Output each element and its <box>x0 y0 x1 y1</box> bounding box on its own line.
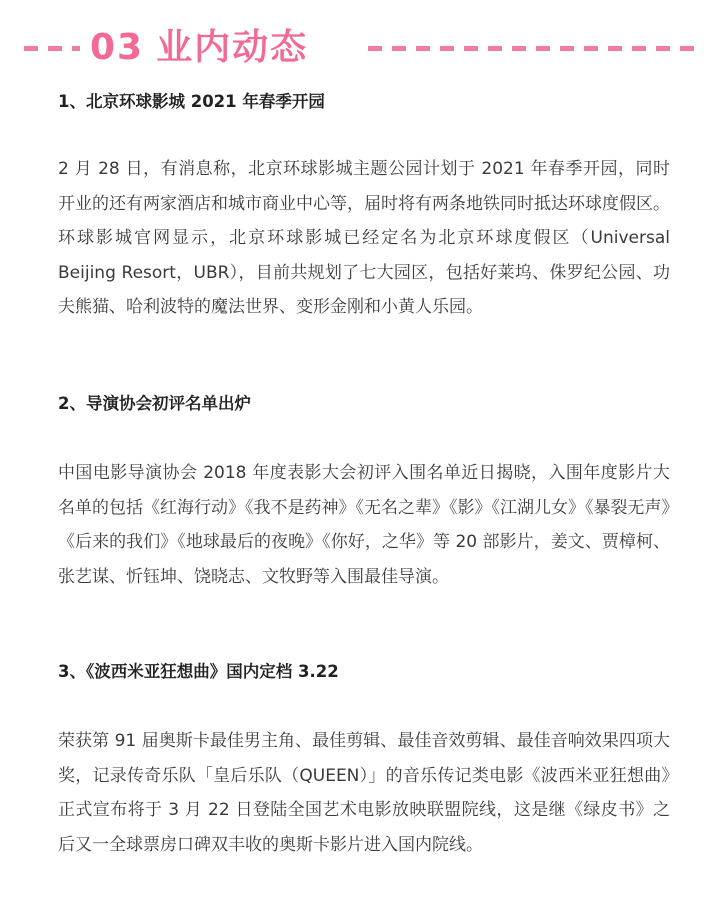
section-header <box>0 18 720 78</box>
section-title <box>90 22 308 74</box>
section-title-text: 业内动态 <box>156 27 309 68</box>
news-item-2-heading: 2、导演协会初评名单出炉 <box>58 394 251 413</box>
news-item-1-heading: 1、北京环球影城 2021 年春季开园 <box>58 92 325 111</box>
news-item-1-body: 2 月 28 日，有消息称，北京环球影城主题公园计划于 2021 年春季开园，同时开业的还有两家酒店和城市商业中心等，届时将有两条地铁同时抵达环球度假区。环球影城官网显示，北京环球影城已经定名为北京环球度假区（Universal Beijing Resort，UBR），目前共规划了七大园区，包括好莱坞、侏罗纪公园、功夫熊猫、哈利波特的魔法世界、变形金刚和小黄人乐园。 <box>58 159 670 317</box>
news-item-3-heading: 3、《波西米亚狂想曲》国内定档 3.22 <box>58 662 339 681</box>
section-number: 03 <box>90 27 145 68</box>
dashed-divider-right <box>368 46 698 51</box>
news-item-3-body: 荣获第 91 届奥斯卡最佳男主角、最佳剪辑、最佳音效剪辑、最佳音响效果四项大奖，记录传奇乐队「皇后乐队（QUEEN）」的音乐传记类电影《波西米亚狂想曲》正式宣布将于 3 月 22 日登陆全国艺术电影放映联盟院线，这是继《绿皮书》之后又一全球票房口碑双丰收的奥斯卡影片进入国内院线。 <box>58 731 670 855</box>
news-item-2-body: 中国电影导演协会 2018 年度表影大会初评入围名单近日揭晓，入围年度影片大名单的包括《红海行动》《我不是药神》《无名之辈》《影》《江湖儿女》《暴裂无声》《后来的我们》《地球最后的夜晚》《你好，之华》等 20 部影片，姜文、贾樟柯、张艺谋、忻钰坤、饶晓志、文牧野等入围最佳导演。 <box>58 463 670 587</box>
dashed-divider-left <box>24 46 80 51</box>
